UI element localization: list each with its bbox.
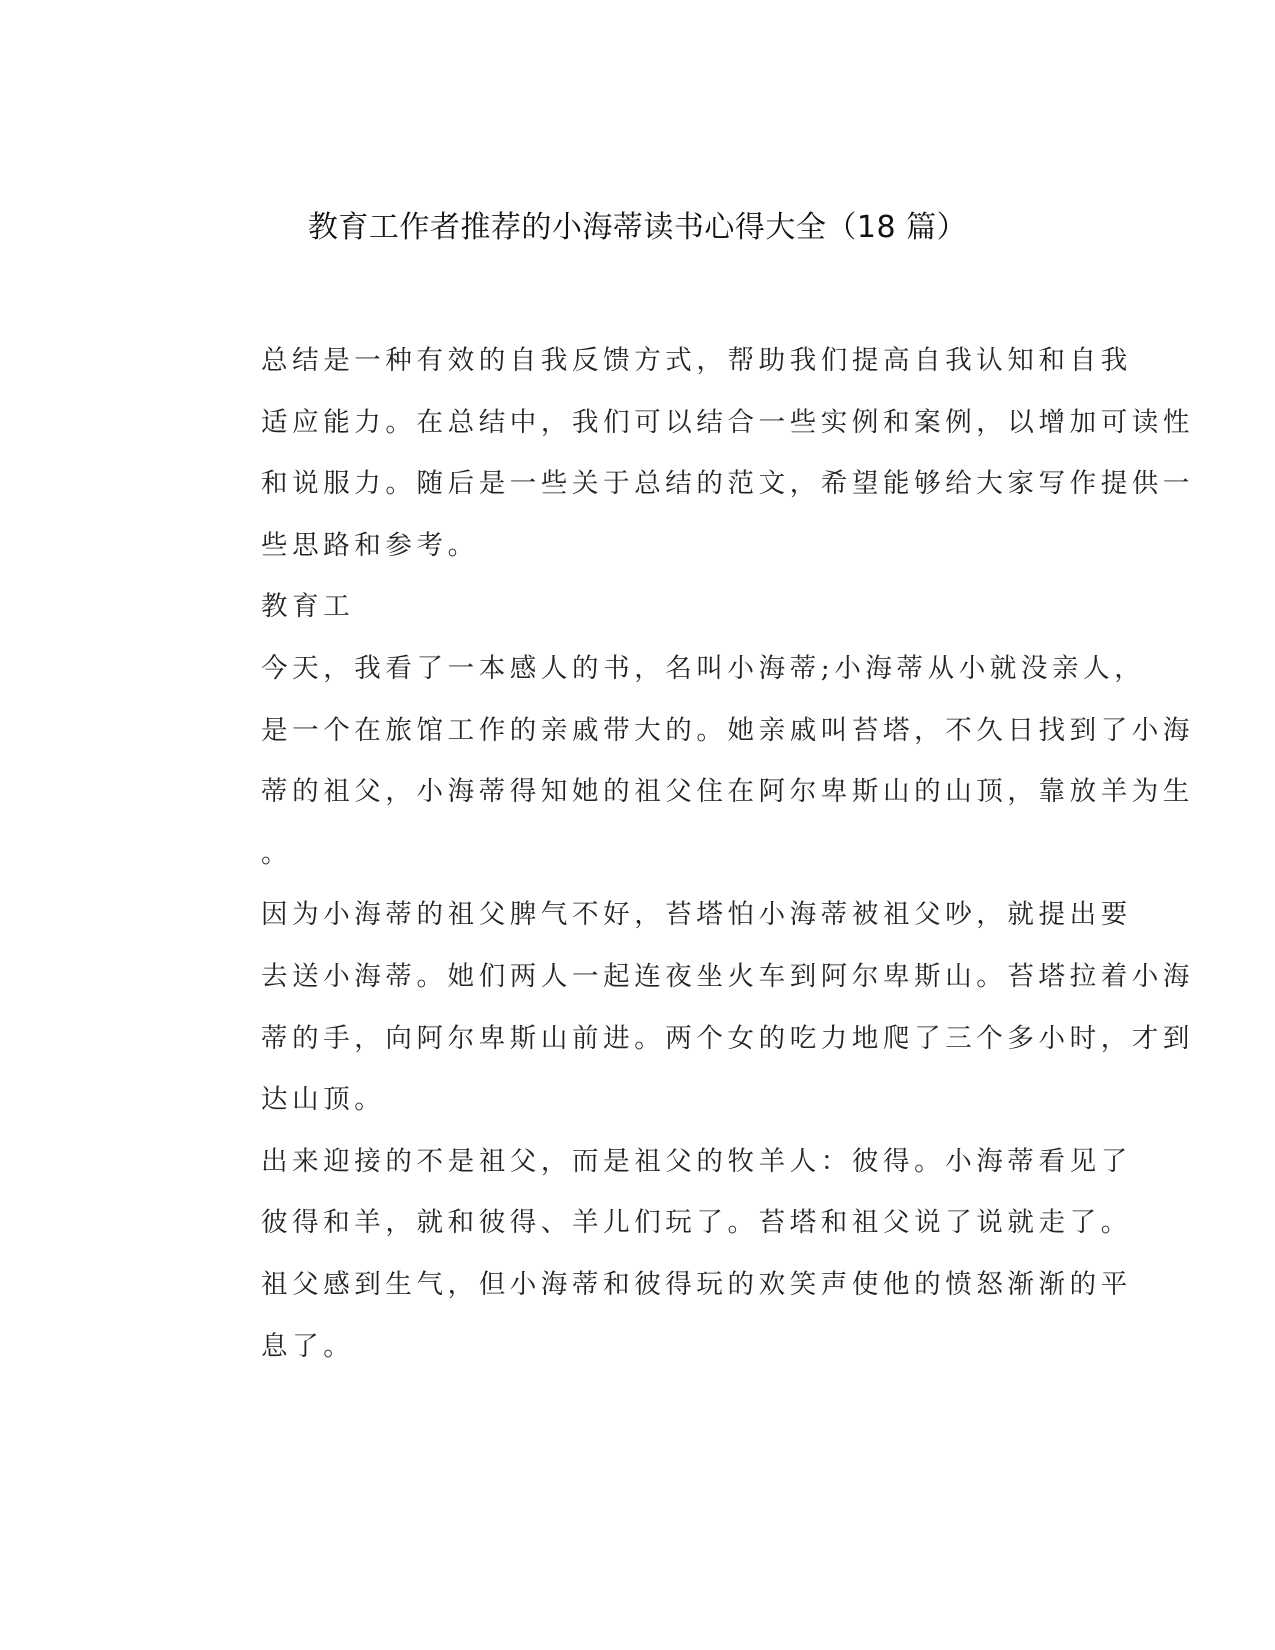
paragraph bbox=[188, 1131, 1132, 1254]
text-line: 达山顶。 bbox=[261, 1084, 386, 1116]
text-line: 蒂的祖父，小海蒂得知她的祖父住在阿尔卑斯山的山顶，靠放羊为生 bbox=[261, 776, 1194, 808]
text-line: 彼得和羊，就和彼得、羊儿们玩了。苔塔和祖父说了说就走了。 bbox=[261, 1207, 1132, 1239]
text-line: 息了。 bbox=[261, 1330, 355, 1362]
text-line: 今天，我看了一本感人的书，名叫小海蒂;小海蒂从小就没亲人， bbox=[261, 652, 1146, 684]
text-line: 。 bbox=[261, 837, 293, 869]
document-title: 教育工作者推荐的小海蒂读书心得大全（18 篇） bbox=[307, 210, 968, 245]
paragraph bbox=[188, 884, 1194, 1130]
text-line: 因为小海蒂的祖父脾气不好，苔塔怕小海蒂被祖父吵，就提出要 bbox=[261, 899, 1132, 931]
text-line: 是一个在旅馆工作的亲戚带大的。她亲戚叫苔塔，不久日找到了小海 bbox=[261, 714, 1194, 746]
document-body bbox=[188, 330, 1194, 1377]
text-line: 总结是一种有效的自我反馈方式，帮助我们提高自我认知和自我 bbox=[261, 345, 1132, 376]
paragraph bbox=[188, 638, 1194, 884]
paragraph-heading bbox=[188, 576, 1073, 638]
text-line: 出来迎接的不是祖父，而是祖父的牧羊人：彼得。小海蒂看见了 bbox=[261, 1145, 1132, 1177]
text-line: 适应能力。在总结中，我们可以结合一些实例和案例，以增加可读性 bbox=[261, 406, 1194, 438]
text-line: 和说服力。随后是一些关于总结的范文，希望能够给大家写作提供一 bbox=[261, 468, 1194, 500]
text-line: 去送小海蒂。她们两人一起连夜坐火车到阿尔卑斯山。苔塔拉着小海 bbox=[261, 960, 1194, 992]
text-line: 祖父感到生气，但小海蒂和彼得玩的欢笑声使他的愤怒渐渐的平 bbox=[261, 1268, 1132, 1300]
text-line: 教育工 bbox=[261, 591, 355, 623]
paragraph-intro bbox=[188, 330, 1194, 576]
paragraph bbox=[188, 1254, 1132, 1377]
text-line: 些思路和参考。 bbox=[261, 529, 479, 561]
text-line: 蒂的手，向阿尔卑斯山前进。两个女的吃力地爬了三个多小时，才到 bbox=[261, 1022, 1194, 1054]
